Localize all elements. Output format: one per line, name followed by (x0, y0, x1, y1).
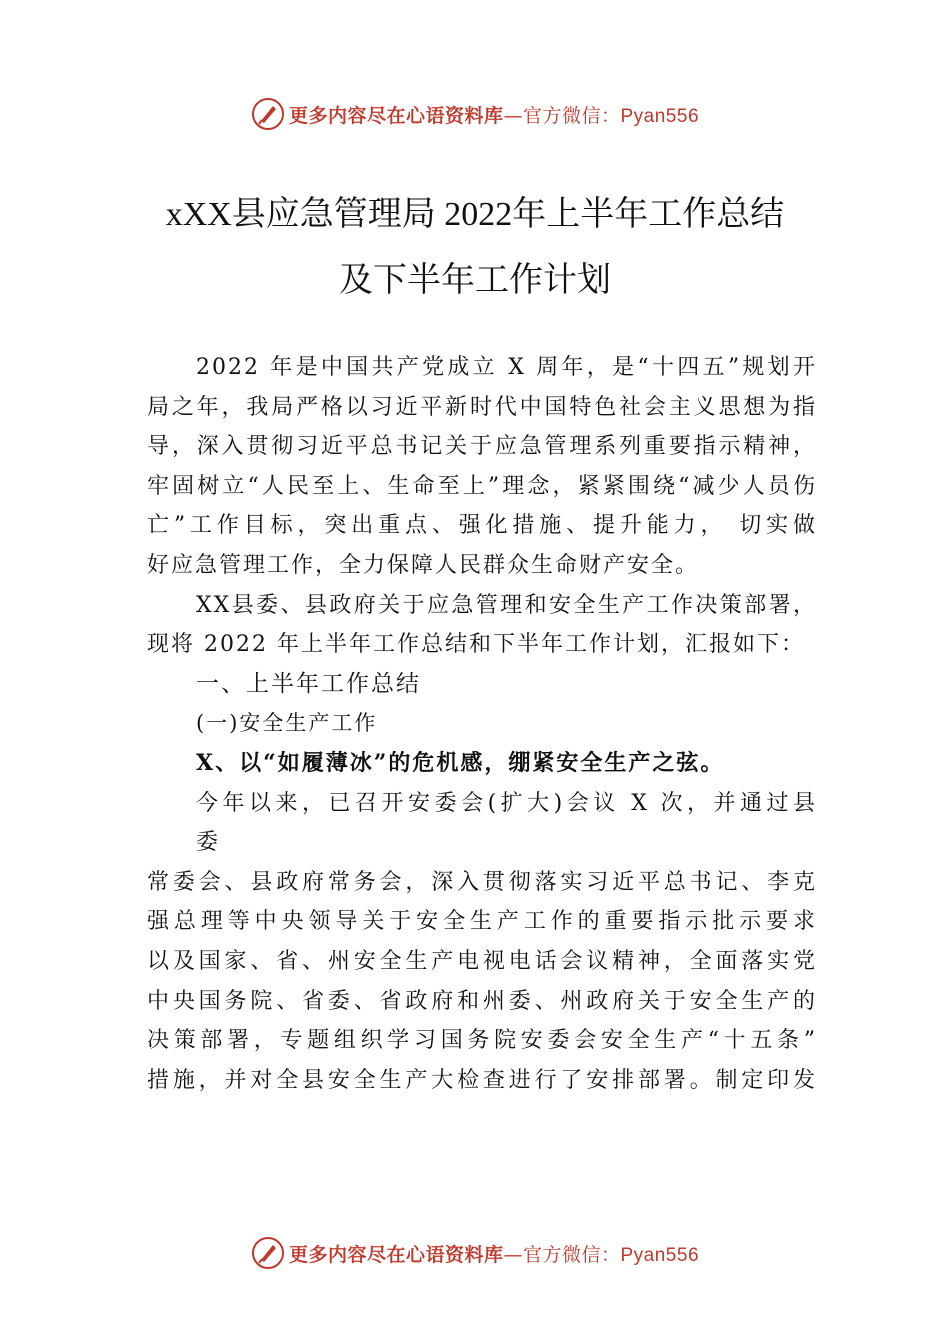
document-title-line-1: xXX县应急管理局 2022年上半年工作总结 (165, 196, 785, 233)
body-line: 以及国家、省、州安全生产电视电话会议精神，全面落实党 (147, 948, 817, 974)
body-line: 中央国务院、省委、省政府和州委、州政府关于安全生产的 (147, 988, 817, 1014)
watermark-text: 更多内容尽在心语资料库—官方微信：Pyan556 (288, 104, 700, 127)
body-line: 现将 2022 年上半年工作总结和下半年工作计划，汇报如下： (147, 632, 805, 658)
body-line: 今年以来，已召开安委会(扩大)会议 X 次，并通过县 (196, 790, 817, 816)
body-line: XX县委、县政府关于应急管理和安全生产工作决策部署， (196, 592, 817, 618)
header-watermark (0, 94, 950, 134)
body-line: 导，深入贯彻习近平总书记关于应急管理系列重要指示精神， (147, 434, 817, 460)
body-line: 强总理等中央领导关于安全生产工作的重要指示批示要求 (147, 909, 817, 935)
quill-logo-icon (251, 97, 285, 131)
subsection-heading: (一)安全生产工作 (196, 711, 378, 736)
watermark-text: 更多内容尽在心语资料库—官方微信：Pyan556 (288, 1243, 700, 1266)
body-line: 委 (196, 830, 221, 856)
item-heading: X、以“如履薄冰”的危机感，绷紧安全生产之弦。 (196, 749, 725, 776)
quill-logo-icon (251, 1236, 285, 1270)
section-heading: 一、上半年工作总结 (196, 670, 421, 697)
body-line: 牢固树立“人民至上、生命至上”理念，紧紧围绕“减少人员伤 (147, 473, 817, 499)
body-line: 亡”工作目标，突出重点、强化措施、提升能力， 切实做 (147, 513, 817, 539)
footer-watermark (0, 1233, 950, 1273)
document-title-line-2: 及下半年工作计划 (339, 262, 611, 299)
body-line: 2022 年是中国共产党成立 X 周年，是“十四五”规划开 (196, 355, 817, 380)
document-body (147, 348, 817, 1100)
body-line: 常委会、县政府常务会，深入贯彻落实习近平总书记、李克 (147, 869, 817, 895)
body-line: 决策部署，专题组织学习国务院安委会安全生产“十五条” (147, 1028, 817, 1054)
body-line: 好应急管理工作，全力保障人民群众生命财产安全。 (147, 552, 700, 578)
body-line: 措施，并对全县安全生产大检查进行了安排部署。制定印发 (147, 1067, 817, 1093)
body-line: 局之年，我局严格以习近平新时代中国特色社会主义思想为指 (147, 394, 817, 420)
